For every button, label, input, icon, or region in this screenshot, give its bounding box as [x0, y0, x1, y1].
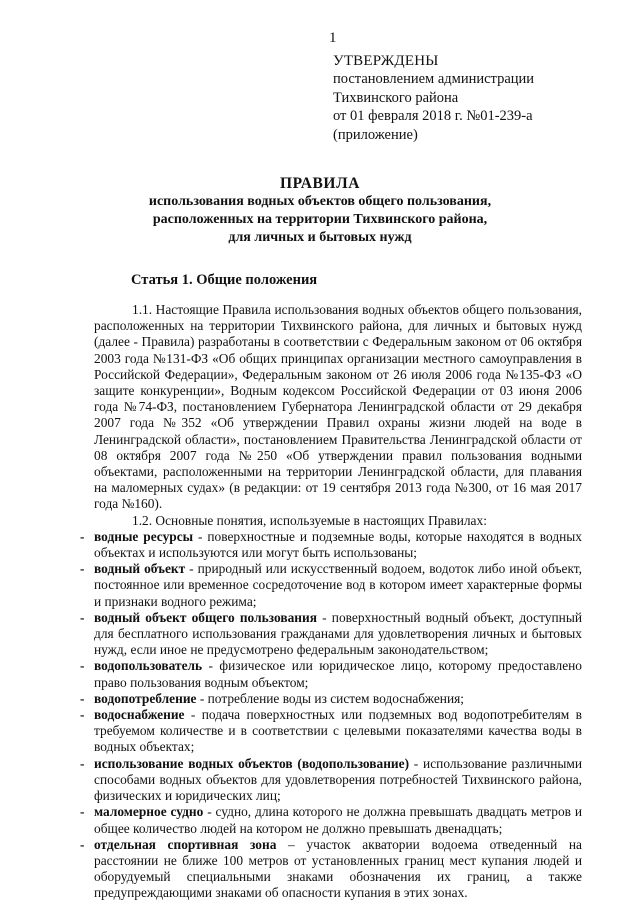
- definition-item: [80, 836, 582, 901]
- definition-item: [80, 658, 582, 690]
- definition-item: [80, 755, 582, 805]
- definition-term: водопотребление: [94, 690, 197, 706]
- definition-item: [80, 804, 582, 836]
- definition-text: - судно, длина которого не должна превышать двадцать метров и общее количество людей на котором не должно превышать двенадцать;: [94, 804, 582, 836]
- definition-item: [80, 690, 582, 707]
- definition-text: – участок акватории водоема отведенный на расстоянии не ближе 100 метров от установленных границ мест купания людей и оборудуемый специальными знаками обозначения их границ, а также предупреждающими знаками об опасности купания в этих зонах.: [94, 836, 582, 901]
- document-subtitle-line: использования водных объектов общего пользования,: [148, 194, 492, 209]
- list-dash: -: [80, 755, 85, 771]
- definition-term: использование водных объектов (водопользование): [94, 755, 410, 771]
- definition-item: [80, 528, 582, 561]
- definitions-list: [80, 528, 582, 901]
- definition-text: - использование различными способами водных объектов для удовлетворения потребностей Тихвинского района, физических и юридических лиц;: [94, 755, 582, 804]
- approval-line: постановлением администрации: [333, 71, 535, 87]
- definition-term: водные ресурсы: [94, 528, 194, 544]
- list-dash: -: [80, 836, 85, 852]
- document-subtitle-line: для личных и бытовых нужд: [228, 230, 412, 245]
- definition-term: маломерное судно: [94, 804, 204, 820]
- list-dash: -: [80, 707, 85, 723]
- definition-term: отдельная спортивная зона: [94, 836, 277, 852]
- definition-term: водный объект: [94, 561, 186, 577]
- document-subtitle-line: расположенных на территории Тихвинского района,: [152, 212, 488, 227]
- list-dash: -: [80, 658, 85, 674]
- definition-item: [80, 707, 582, 756]
- approval-line: от 01 февраля 2018 г. №01-239-а: [333, 108, 533, 124]
- list-dash: -: [80, 804, 85, 820]
- definition-item: [80, 561, 582, 610]
- definition-term: водоснабжение: [94, 707, 185, 723]
- definition-item: [80, 609, 582, 659]
- list-dash: -: [80, 690, 85, 706]
- paragraph-1-1: 1.1. Настоящие Правила использования водных объектов общего пользования, расположенных на территории Тихвинского района, для личных и бытовых нужд (далее - Правила) разработаны в соответствии с Федеральным законом от 06 октября 2003 года №131-ФЗ «Об общих принципах организации местного самоуправления в Российской Федерации», Федеральным законом от 26 июля 2006 года №135-ФЗ «О защите конкуренции», Водным кодексом Российской Федерации от 03 июня 2006 года №74-ФЗ, постановлением Губернатора Ленинградской области от 29 декабря 2007 года №352 «Об утверждении Правил охраны жизни людей на воде в Ленинградской области», постановлением Правительства Ленинградской области от 08 октября 2007 года №250 «Об утверждении правил пользования водными объектами, расположенными на территории Ленинградской области, для плавания на маломерных судах» (в редакции: от 19 сентября 2013 года №300, от 16 мая 2017 года №160).: [94, 302, 582, 512]
- article-body: [80, 302, 582, 901]
- definition-text: - подача поверхностных или подземных вод водопотребителям в требуемом количестве и в соответствии с целевыми показателями качества воды в водных объектах;: [94, 707, 582, 755]
- definition-term: водопользователь: [94, 658, 203, 674]
- list-dash: -: [80, 528, 85, 544]
- definition-text: - поверхностные и подземные воды, которые находятся в водных объектах и используются или могут быть использованы;: [94, 528, 582, 561]
- definition-text: - природный или искусственный водоем, водоток либо иной объект, постоянное или временное сосредоточение вод в котором имеет характерные формы и признаки водного режима;: [94, 561, 582, 609]
- list-dash: -: [80, 609, 85, 625]
- page-number: 1: [329, 30, 337, 46]
- approval-line: (приложение): [333, 126, 418, 143]
- list-dash: -: [80, 561, 85, 577]
- definition-text: - потребление воды из систем водоснабжения;: [196, 690, 465, 706]
- document-title-block: [0, 174, 640, 247]
- article-heading: Статья 1. Общие положения: [131, 272, 318, 288]
- definition-text: - физическое или юридическое лицо, которому предоставлено право пользования водным объектом;: [94, 658, 582, 690]
- paragraph-1-2: 1.2. Основные понятия, используемые в настоящих Правилах:: [132, 512, 487, 528]
- definition-term: водный объект общего пользования: [94, 609, 317, 625]
- document-title: ПРАВИЛА: [279, 175, 361, 192]
- approval-line: Тихвинского района: [333, 89, 459, 106]
- definition-text: - поверхностный водный объект, доступный для бесплатного использования гражданами для удовлетворения личных и бытовых нужд, если иное не предусмотрено федеральным законодательством;: [94, 609, 582, 658]
- approval-title: УТВЕРЖДЕНЫ: [333, 53, 439, 69]
- approval-block: [333, 52, 623, 144]
